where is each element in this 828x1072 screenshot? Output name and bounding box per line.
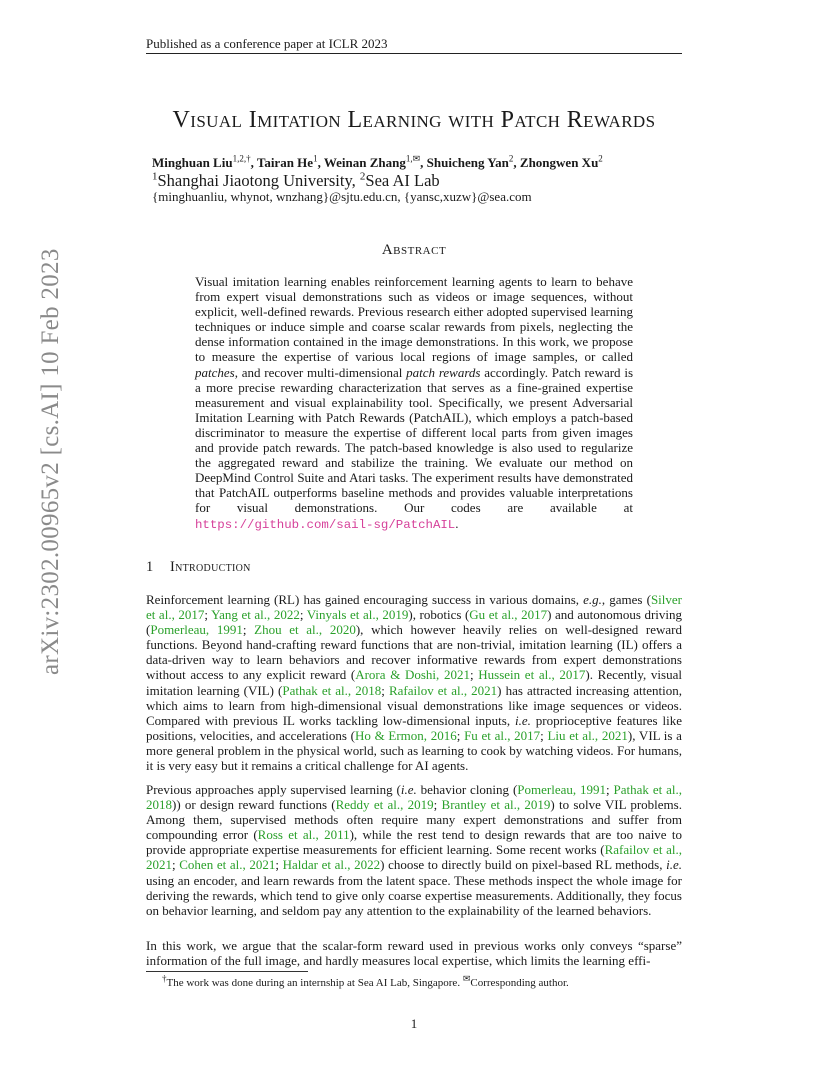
author-name: Tairan He xyxy=(256,155,314,170)
body-text: proprioceptive features like positions, velocities, and accelerations ( xyxy=(146,712,682,743)
abstract-emphasis-patch-rewards: patch rewards xyxy=(406,364,481,380)
code-repository-link[interactable]: https://github.com/sail-sg/PatchAIL xyxy=(195,517,456,532)
section-title: Introduction xyxy=(170,559,251,575)
author-affiliation-mark: 1 xyxy=(313,153,318,164)
emphasis-text: i.e. xyxy=(400,782,417,797)
author-list xyxy=(146,155,688,171)
body-text: ; xyxy=(433,797,442,813)
citation-link[interactable]: Silver et al., 2017 xyxy=(146,592,682,623)
author-affiliation-mark: 2 xyxy=(508,153,514,164)
footnote-rule xyxy=(146,971,308,972)
body-text: )) or design reward functions ( xyxy=(172,797,336,813)
citation-link[interactable]: Pathak et al., 2018 xyxy=(146,782,682,813)
citation-link[interactable]: Ho & Ermon, 2016 xyxy=(355,727,457,743)
abstract-text-3: accordingly. Patch reward is a more precise rewarding characterization that serves as a fine-grained expertise measurement and visual explainability tool. Specifically, we present Adversarial Imitation Learning with Patch Rewards (PatchAIL), which employs a patch-based discriminator to measure the expertise of different local parts from given images and provide patch rewards. The patch-based knowledge is also used to regularize the aggregated reward and stabilize the training. We evaluate our method on DeepMind Control Suite and Atari tasks. The experiment results have demonstrated that PatchAIL outperforms baseline methods and provides valuable interpretations for visual demonstrations. Our codes are available at xyxy=(195,364,634,516)
affiliation-2-mark: 2 xyxy=(359,170,366,183)
abstract-text-2: , and recover multi-dimensional xyxy=(234,364,407,380)
body-text: ) has attracted increasing attention, which aims to learn from high-dimensional visual demonstrations like image sequences or videos. Compared with previous IL works tackling low-dimensional inputs, xyxy=(146,682,683,728)
body-text: ; xyxy=(540,727,548,743)
citation-link[interactable]: Rafailov et al., 2021 xyxy=(146,842,682,873)
author-separator: , xyxy=(317,155,324,170)
body-text: ; xyxy=(381,682,389,698)
author-affiliation-mark: 1,✉ xyxy=(405,153,421,164)
author-separator: , xyxy=(513,155,520,170)
citation-link[interactable]: Haldar et al., 2022 xyxy=(282,857,381,873)
citation-link[interactable]: Vinyals et al., 2019 xyxy=(306,607,409,623)
abstract-emphasis-patches: patches xyxy=(195,364,235,380)
body-text: ; xyxy=(606,782,614,797)
citation-link[interactable]: Pathak et al., 2018 xyxy=(282,682,382,698)
citation-link[interactable]: Liu et al., 2021 xyxy=(547,727,628,743)
author-separator: , xyxy=(250,155,257,170)
paper-title: Visual Imitation Learning with Patch Rewards xyxy=(172,107,656,133)
author-name: Shuicheng Yan xyxy=(426,155,509,170)
emphasis-text: i.e. xyxy=(515,712,531,728)
body-text: ; xyxy=(204,607,212,623)
affiliation-1-mark: 1 xyxy=(152,170,158,183)
author-name: Minghuan Liu xyxy=(152,155,233,170)
affiliation-1: Shanghai Jiaotong University, xyxy=(157,171,360,190)
body-text: ). Recently, visual imitation learning (VIL) ( xyxy=(146,667,682,698)
header-rule xyxy=(146,53,682,54)
page-number: 1 xyxy=(410,1016,418,1031)
citation-link[interactable]: Ross et al., 2011 xyxy=(257,827,350,843)
author-emails: {minghuanliu, whynot, wnzhang}@sjtu.edu.cn, {yansc,xuzw}@sea.com xyxy=(152,189,532,204)
affiliation-2: Sea AI Lab xyxy=(365,171,440,190)
body-text: In this work, we argue that the scalar-form reward used in previous works only conveys “sparse” information of the full image, and hardly measures local expertise, which limits the learning effi- xyxy=(146,938,682,969)
citation-link[interactable]: Hussein et al., 2017 xyxy=(478,667,586,683)
body-text: ) and autonomous driving ( xyxy=(146,607,682,638)
body-text: ), while the rest tend to design rewards that are too naive to provide appropriate expertise measurements for efficient learning. Some recent works ( xyxy=(146,827,682,858)
author-name: Zhongwen Xu xyxy=(519,155,599,170)
body-text: ; xyxy=(172,857,180,873)
body-text: Previous approaches apply supervised learning ( xyxy=(146,782,401,797)
abstract-text-1: Visual imitation learning enables reinforcement learning agents to learn to behave from expert visual demonstrations such as videos or image sequences, without explicit, well-defined rewards. Previous research either adopted supervised learning techniques or induce simple and coarse scalar rewards from pixels, neglecting the dense information contained in the image demonstrations. In this work, we propose to measure the expertise of various local regions of image samples, or called xyxy=(195,274,633,365)
body-text: ), robotics ( xyxy=(408,607,470,623)
arxiv-stamp-text: arXiv:2302.00965v2 [cs.AI] 10 Feb 2023 xyxy=(37,248,64,675)
citation-link[interactable]: Reddy et al., 2019 xyxy=(335,797,434,813)
body-text: ; xyxy=(469,667,479,683)
abstract-body xyxy=(195,274,633,533)
body-text: ), which however heavily relies on well-designed reward functions. Beyond hand-crafting reward functions that are non-trivial, imitation learning (IL) offers a data-driven way to learn behaviors and recover informative rewards from expert demonstrations without access to any explicit reward ( xyxy=(146,622,683,683)
emphasis-text: i.e. xyxy=(666,857,682,873)
citation-link[interactable]: Pomerleau, 1991 xyxy=(150,622,243,638)
body-text: ; xyxy=(456,727,465,743)
body-text: using an encoder, and learn rewards from the latent space. These methods inspect the whole image for deriving the rewards, which tend to give only coarse expertise measurements. Additionally, they focus on behavior learning, and seldom pay any attention to the explainability of the learned behaviors. xyxy=(146,872,682,918)
author-name: Weinan Zhang xyxy=(323,155,406,170)
citation-link[interactable]: Gu et al., 2017 xyxy=(469,607,548,623)
abstract-text-4: . xyxy=(455,515,459,531)
abstract-heading: Abstract xyxy=(381,242,447,258)
citation-link[interactable]: Yang et al., 2022 xyxy=(211,607,300,623)
affiliations xyxy=(152,171,440,191)
body-text: ; xyxy=(275,857,283,873)
footnote-envelope-mark: ✉ xyxy=(462,973,471,984)
author-affiliation-mark: 2 xyxy=(598,153,603,164)
intro-paragraph-2 xyxy=(146,782,682,918)
citation-link[interactable]: Rafailov et al., 2021 xyxy=(388,682,498,698)
body-text: , games ( xyxy=(601,592,651,607)
body-text: ), VIL is a more general problem in the physical world, such as learning to cook by watching videos. For humans, it is very easy but it remains a critical challenge for AI agents. xyxy=(146,727,682,774)
citation-link[interactable]: Brantley et al., 2019 xyxy=(441,797,551,813)
body-text: ; xyxy=(242,622,255,638)
citation-link[interactable]: Fu et al., 2017 xyxy=(464,727,541,743)
footnote-dagger-mark: † xyxy=(162,973,167,984)
section-number: 1 xyxy=(146,559,154,575)
footnote xyxy=(162,973,682,990)
emphasis-text: e.g. xyxy=(583,592,602,607)
running-header: Published as a conference paper at ICLR 2023 xyxy=(146,36,388,51)
footnote-text-2: Corresponding author. xyxy=(470,977,569,989)
citation-link[interactable]: Arora & Doshi, 2021 xyxy=(355,667,470,683)
citation-link[interactable]: Cohen et al., 2021 xyxy=(179,857,276,873)
body-text: ) choose to directly build on pixel-based RL methods, xyxy=(380,857,667,873)
footnote-text-1: The work was done during an internship at Sea AI Lab, Singapore. xyxy=(166,977,463,989)
section-heading-introduction xyxy=(146,559,251,576)
body-text: ; xyxy=(299,607,307,623)
intro-paragraph-1 xyxy=(146,592,682,773)
body-text: ) to solve VIL problems. Among them, supervised methods often require many expert demonstrations and suffer from compounding error ( xyxy=(146,797,682,843)
citation-link[interactable]: Zhou et al., 2020 xyxy=(254,622,356,638)
body-text: behavior cloning ( xyxy=(416,782,518,797)
author-affiliation-mark: 1,2,† xyxy=(232,153,251,164)
body-text: Reinforcement learning (RL) has gained encouraging success in various domains, xyxy=(146,592,584,607)
intro-paragraph-3 xyxy=(146,938,682,968)
author-separator: , xyxy=(420,155,427,170)
citation-link[interactable]: Pomerleau, 1991 xyxy=(517,782,607,797)
